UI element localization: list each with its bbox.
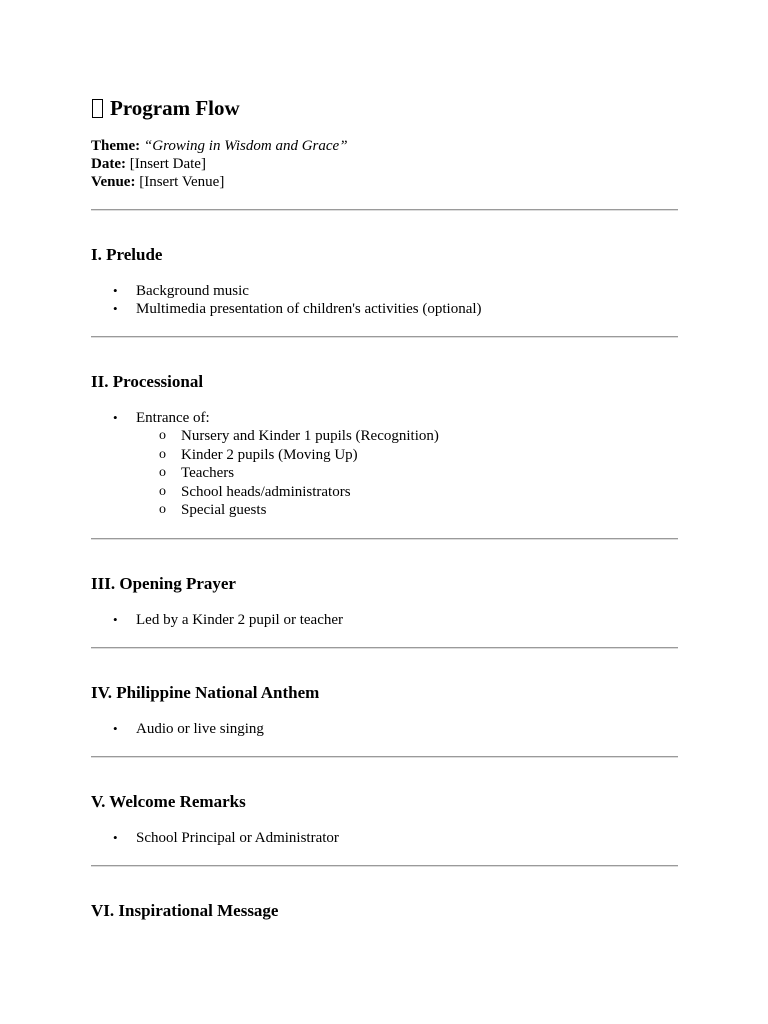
section-welcome-remarks — [91, 792, 678, 847]
section-national-anthem — [91, 683, 678, 738]
divider — [91, 336, 678, 338]
sub-list-item — [136, 483, 678, 502]
bullet-list — [91, 282, 678, 318]
sub-list-item — [136, 464, 678, 483]
venue-value: [Insert Venue] — [139, 174, 225, 190]
sub-list-item-text: Special guests — [181, 502, 267, 518]
sub-list-item — [136, 501, 678, 520]
list-item-text: Entrance of: — [136, 410, 210, 426]
page-title-text: Program Flow — [110, 96, 240, 120]
sub-list-item-text: School heads/administrators — [181, 483, 351, 500]
page-title — [91, 90, 678, 126]
divider — [91, 865, 678, 867]
bullet-list — [91, 720, 678, 738]
section-heading: VI. Inspirational Message — [91, 900, 279, 920]
bullet-icon: • — [113, 720, 118, 736]
bullet-icon: • — [113, 301, 118, 316]
list-item-text: Led by a Kinder 2 pupil or teacher — [136, 611, 344, 628]
section-heading: IV. Philippine National Anthem — [91, 682, 320, 702]
sub-bullet-icon: o — [159, 502, 166, 517]
sub-bullet-icon: o — [159, 446, 166, 462]
bullet-icon: • — [113, 410, 118, 425]
list-item-text: Background music — [136, 283, 249, 299]
list-item — [91, 300, 678, 318]
sub-list-item-text: Nursery and Kinder 1 pupils (Recognition) — [181, 428, 439, 444]
bullet-list — [91, 409, 678, 520]
date-value: [Insert Date] — [129, 156, 206, 172]
sub-bullet-icon: o — [159, 428, 166, 443]
document-page — [91, 90, 678, 921]
theme-label: Theme: — [91, 138, 141, 154]
date-label: Date: — [91, 156, 126, 172]
list-item — [91, 829, 678, 847]
sub-list-item-text: Teachers — [181, 465, 235, 481]
sub-list-item-text: Kinder 2 pupils (Moving Up) — [181, 446, 358, 463]
section-inspirational-message — [91, 901, 678, 921]
bullet-icon: • — [113, 283, 118, 298]
bullet-list — [91, 829, 678, 847]
section-heading: I. Prelude — [91, 245, 163, 264]
divider — [91, 647, 678, 649]
section-opening-prayer — [91, 574, 678, 629]
bullet-icon: • — [113, 611, 118, 627]
event-details — [91, 137, 678, 191]
theme-line — [91, 137, 678, 155]
date-line — [91, 155, 678, 173]
sub-list-item — [136, 427, 678, 446]
theme-value: “Growing in Wisdom and Grace” — [143, 138, 348, 154]
divider — [91, 209, 678, 211]
sub-bullet-icon: o — [159, 483, 166, 499]
sub-list — [136, 427, 678, 520]
list-item — [91, 720, 678, 738]
section-heading: III. Opening Prayer — [91, 573, 236, 593]
missing-glyph-icon — [92, 99, 103, 118]
section-heading: II. Processional — [91, 372, 204, 391]
list-item-text: Audio or live singing — [136, 720, 264, 737]
divider — [91, 756, 678, 758]
divider — [91, 538, 678, 540]
sub-list-item — [136, 446, 678, 465]
list-item — [91, 282, 678, 300]
bullet-icon: • — [113, 829, 118, 845]
section-prelude — [91, 245, 678, 318]
sub-bullet-icon: o — [159, 465, 166, 480]
venue-label: Venue: — [91, 174, 136, 190]
list-item-text: Multimedia presentation of children's activities (optional) — [136, 301, 482, 317]
list-item-text: School Principal or Administrator — [136, 829, 339, 846]
list-item — [91, 409, 678, 520]
venue-line — [91, 173, 678, 191]
list-item — [91, 611, 678, 629]
section-heading: V. Welcome Remarks — [91, 791, 246, 811]
section-processional — [91, 372, 678, 520]
bullet-list — [91, 611, 678, 629]
